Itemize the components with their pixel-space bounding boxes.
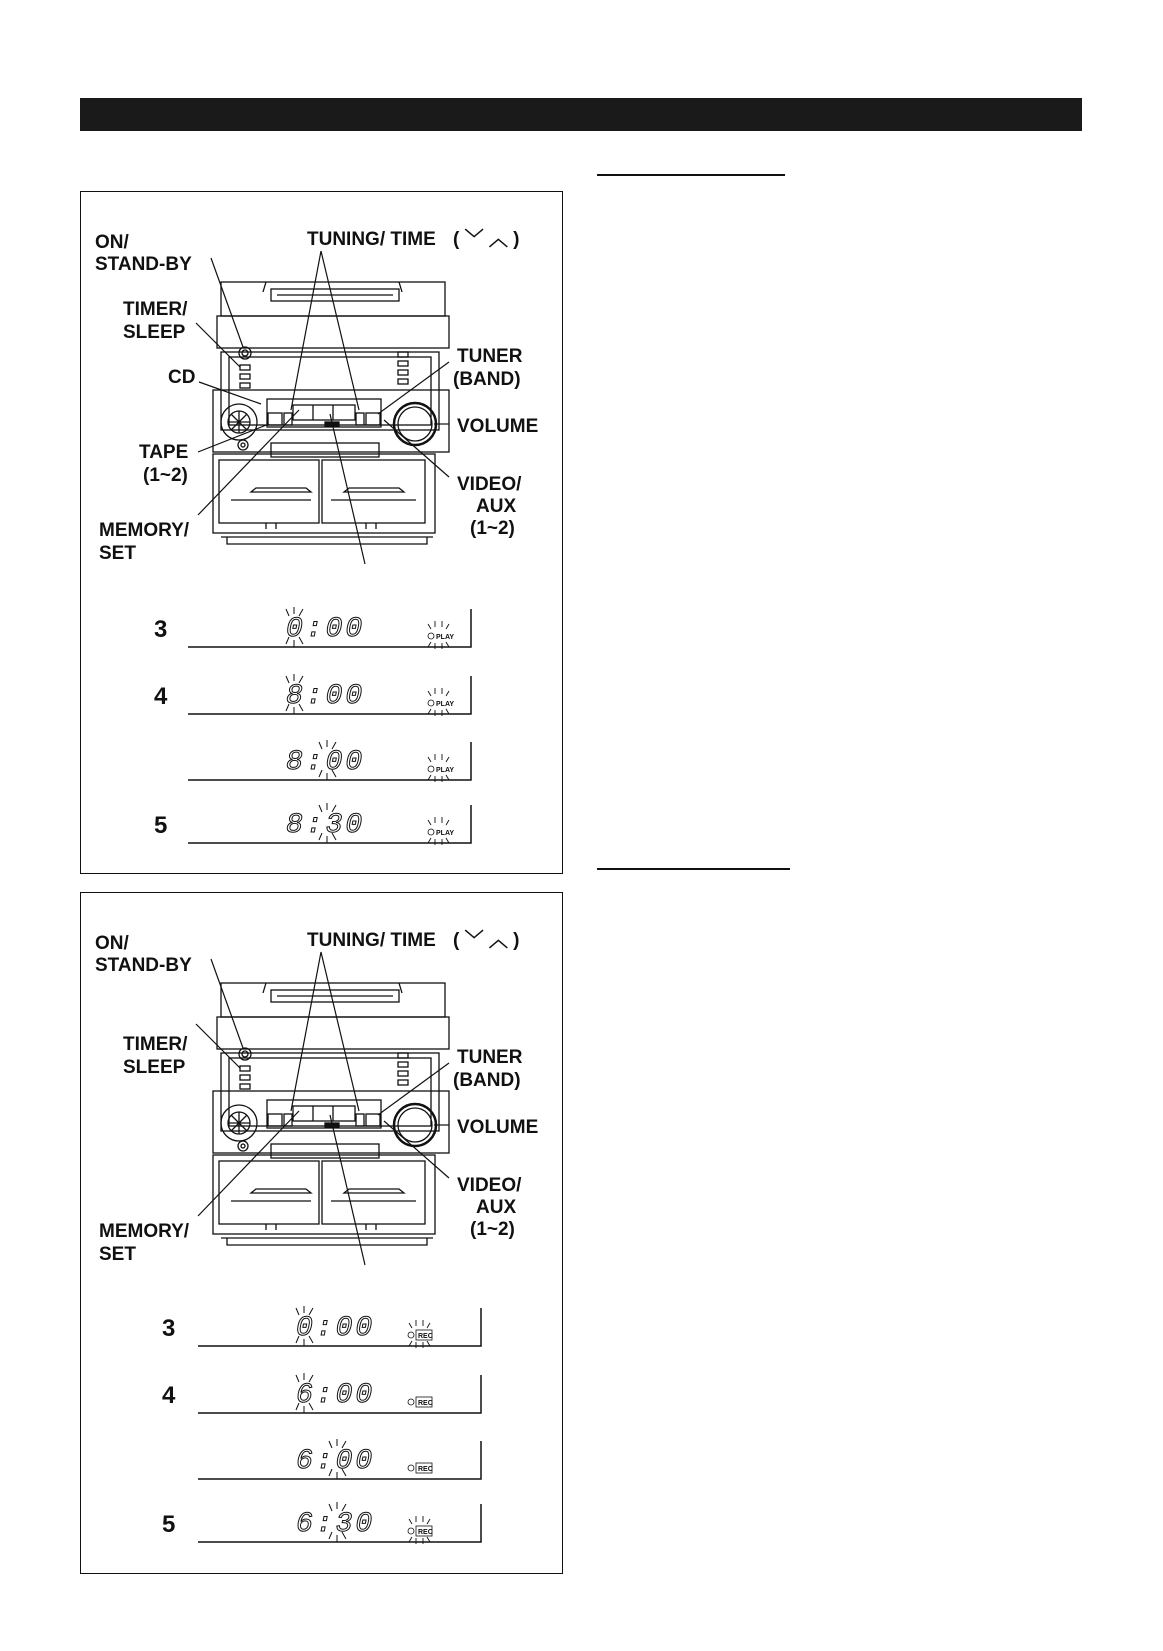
timer-icon — [428, 766, 434, 772]
indicator-buttons-right — [398, 1053, 408, 1085]
status-badge: REC — [418, 1529, 433, 1536]
heading-rule-bottom — [597, 868, 790, 870]
display-time: 6:30 — [296, 1509, 376, 1540]
display-strip — [162, 1373, 481, 1413]
timer-icon — [408, 1332, 414, 1338]
label-video-aux: VIDEO/ — [457, 1175, 522, 1196]
step-number: 5 — [154, 812, 168, 839]
timer-icon — [428, 829, 434, 835]
label-volume: VOLUME — [457, 1117, 539, 1138]
label-timer-sleep: TIMER/ — [123, 299, 188, 320]
timer-icon — [428, 700, 434, 706]
label-tape: (1~2) — [143, 465, 188, 486]
label-on-standby: ON/ — [95, 232, 129, 253]
label-tuning-time: TUNING/ TIME — [307, 930, 436, 951]
label-on-standby: STAND-BY — [95, 254, 192, 275]
status-badge: PLAY — [436, 634, 455, 641]
label-video-aux: AUX — [476, 496, 517, 517]
label-memory-set: SET — [99, 543, 136, 564]
step-number: 4 — [154, 683, 168, 710]
label-video-aux: VIDEO/ — [457, 474, 522, 495]
label-tape: TAPE — [139, 442, 189, 463]
display-strip — [154, 803, 471, 845]
step-number: 4 — [162, 1382, 176, 1409]
timer-playback-illustration — [80, 191, 563, 874]
stereo-unit — [213, 282, 449, 544]
timer-recording-illustration — [80, 892, 563, 1574]
label-tuner-band: TUNER — [457, 346, 523, 367]
display-time: 6:00 — [296, 1446, 376, 1477]
status-badge: REC — [418, 1400, 433, 1407]
display-time: 8:00 — [286, 681, 366, 712]
label-video-aux: AUX — [476, 1197, 517, 1218]
status-badge: PLAY — [436, 701, 455, 708]
label-cd: CD — [168, 367, 196, 388]
display-strip — [162, 1306, 481, 1348]
label-volume: VOLUME — [457, 416, 539, 437]
stereo-unit — [213, 983, 449, 1245]
label-tuner-band: TUNER — [457, 1047, 523, 1068]
label-tuning-arrows: ( ﹀ ︿ ) — [453, 930, 520, 951]
step-number: 3 — [154, 616, 168, 643]
label-memory-set: MEMORY/ — [99, 520, 190, 541]
heading-rule-top — [597, 174, 785, 176]
label-memory-set: MEMORY/ — [99, 1221, 190, 1242]
stereo-diagram-playback — [81, 192, 563, 874]
label-timer-sleep: SLEEP — [123, 1057, 186, 1078]
display-strip — [154, 607, 471, 649]
label-tuner-band: (BAND) — [453, 369, 521, 390]
indicator-buttons-right — [398, 352, 408, 384]
display-strip — [188, 740, 471, 782]
label-tuning-arrows: ( ﹀ ︿ ) — [453, 229, 520, 250]
status-badge: REC — [418, 1333, 433, 1340]
timer-icon — [408, 1528, 414, 1534]
display-strip — [198, 1439, 481, 1479]
display-time: 8:00 — [286, 747, 366, 778]
stereo-diagram-recording — [81, 893, 563, 1574]
label-tuner-band: (BAND) — [453, 1070, 521, 1091]
display-time: 0:00 — [286, 614, 366, 645]
label-video-aux: (1~2) — [470, 518, 515, 539]
indicator-buttons-left — [239, 347, 251, 388]
display-time: 0:00 — [296, 1313, 376, 1344]
display-time: 8:30 — [286, 810, 366, 841]
status-badge: REC — [418, 1466, 433, 1473]
display-strip — [154, 674, 471, 716]
label-video-aux: (1~2) — [470, 1219, 515, 1240]
label-on-standby: ON/ — [95, 933, 129, 954]
section-header-bar — [80, 98, 1082, 131]
display-strip — [162, 1502, 481, 1544]
display-time: 6:00 — [296, 1380, 376, 1411]
indicator-buttons-left — [239, 1048, 251, 1089]
status-badge: PLAY — [436, 830, 455, 837]
timer-icon — [428, 633, 434, 639]
label-tuning-time: TUNING/ TIME — [307, 229, 436, 250]
timer-icon — [408, 1399, 414, 1405]
status-badge: PLAY — [436, 767, 455, 774]
step-number: 5 — [162, 1511, 176, 1538]
label-memory-set: SET — [99, 1244, 136, 1265]
timer-icon — [408, 1465, 414, 1471]
step-number: 3 — [162, 1315, 176, 1342]
label-on-standby: STAND-BY — [95, 955, 192, 976]
label-timer-sleep: TIMER/ — [123, 1034, 188, 1055]
label-timer-sleep: SLEEP — [123, 322, 186, 343]
